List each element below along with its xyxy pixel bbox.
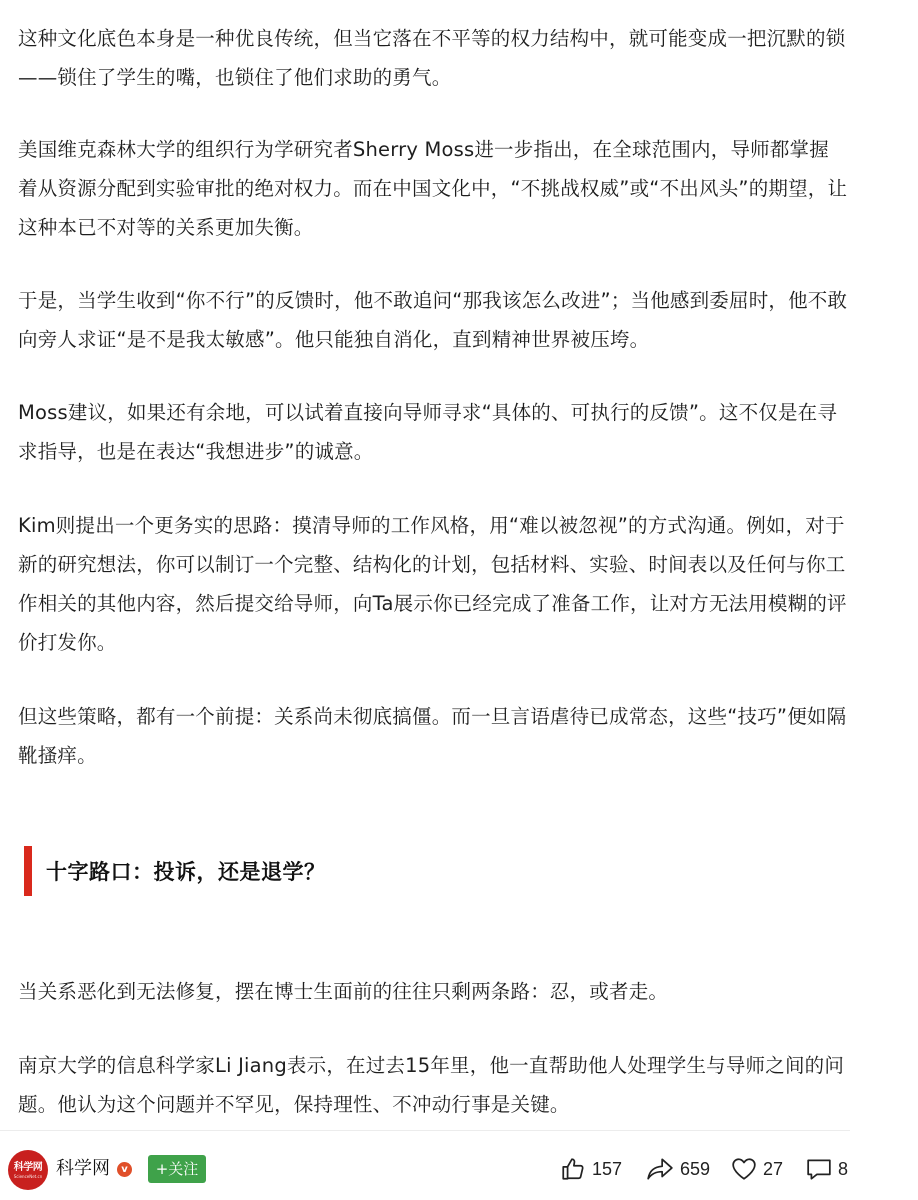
section-heading-text: 十字路口：投诉，还是退学？ [46,860,326,884]
comment-button[interactable] [806,1154,848,1184]
paragraph-8: 南京大学的信息科学家Li Jiang表示，在过去15年里，他一直帮助他人处理学生与导师之间的问题。他认为这个问题并不罕见，保持理性、不冲动行事是关键。 [18,1054,845,1116]
share-arrow-icon [646,1156,680,1182]
paragraph-5: Kim则提出一个更务实的思路：摸清导师的工作风格，用“难以被忽视”的方式沟通。例如，对于新的研究想法，你可以制订一个完整、结构化的计划，包括材料、实验、时间表以及任何与你工作相关的其他内容，然后提交给导师，向Ta展示你已经完成了准备工作，让对方无法用模糊的评价打发你。 [18,514,847,654]
bottom-divider [0,1130,850,1131]
paragraph-7: 当关系恶化到无法修复，摆在博士生面前的往往只剩两条路：忍，或者走。 [18,980,669,1003]
comment-count: 8 [838,1158,849,1179]
avatar[interactable] [8,1150,48,1190]
paragraph-4: Moss建议，如果还有余地，可以试着直接向导师寻求“具体的、可执行的反馈”。这不仅是在寻求指导，也是在表达“我想进步”的诚意。 [18,401,838,463]
bottom-action-bar [0,1130,918,1200]
paragraph-1: 这种文化底色本身是一种优良传统，但当它落在不平等的权力结构中，就可能变成一把沉默的锁——锁住了学生的嘴，也锁住了他们求助的勇气。 [18,27,846,89]
section-heading [24,846,326,896]
paragraph-3: 于是，当学生收到“你不行”的反馈时，他不敢追问“那我该怎么改进”；当他感到委屈时，他不敢向旁人求证“是不是我太敏感”。他只能独自消化，直到精神世界被压垮。 [18,289,848,351]
share-button[interactable] [646,1154,710,1184]
avatar-text: 科学网 [13,1161,43,1173]
avatar-subtext: ScienceNet.cn [13,1173,43,1179]
like-count: 157 [592,1158,623,1179]
favorite-button[interactable] [731,1154,783,1184]
heart-icon [731,1157,763,1181]
account-name[interactable]: 科学网 [56,1158,110,1179]
verified-badge-icon: v [117,1162,132,1177]
comment-icon [806,1157,838,1181]
paragraph-2: 美国维克森林大学的组织行为学研究者Sherry Moss进一步指出，在全球范围内，导师都掌握着从资源分配到实验审批的绝对权力。而在中国文化中，“不挑战权威”或“不出风头”的期望，让这种本已不对等的关系更加失衡。 [18,138,848,239]
thumbs-up-icon [560,1156,592,1182]
paragraph-6: 但这些策略，都有一个前提：关系尚未彻底搞僵。而一旦言语虐待已成常态，这些“技巧”便如隔靴搔痒。 [18,705,847,767]
heading-accent-bar [24,846,32,896]
share-count: 659 [680,1158,711,1179]
favorite-count: 27 [763,1158,784,1179]
like-button[interactable] [560,1154,622,1184]
follow-button[interactable]: +关注 [148,1155,206,1183]
